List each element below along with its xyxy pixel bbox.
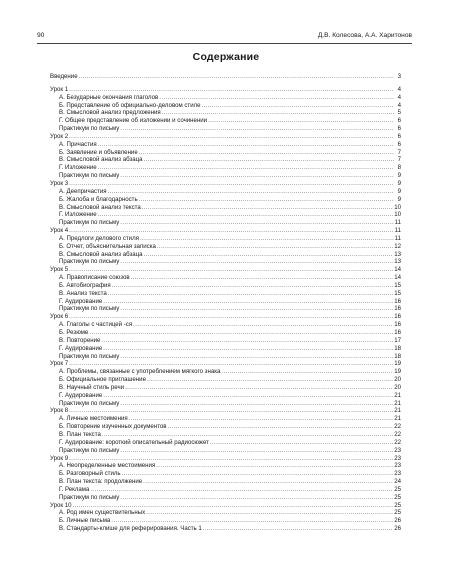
toc-leader-dots (221, 368, 393, 376)
toc-entry-title: В. План текста (59, 430, 101, 438)
toc-leader-dots (144, 156, 394, 164)
toc-entry-title: Урок 5 (50, 266, 69, 274)
toc-entry-page: 3 (397, 73, 401, 80)
toc-entry-title: Б. Заявление и объявление (59, 148, 138, 156)
toc-entry-page: 16 (394, 297, 401, 305)
toc-subentry (50, 94, 401, 102)
toc-leader-dots (203, 525, 393, 533)
toc-lesson-entry (50, 227, 401, 235)
toc-entry-page: 18 (394, 352, 401, 360)
toc-leader-dots (120, 305, 393, 313)
toc-subentry (50, 353, 401, 361)
toc-subentry (50, 235, 401, 243)
toc-entry-title: Практикум по письму (59, 399, 120, 407)
toc-subentry (50, 164, 401, 172)
toc-entry-page: 11 (394, 227, 401, 235)
toc-entry-page: 26 (394, 525, 401, 533)
toc-leader-dots (120, 400, 393, 408)
toc-entry-page: 19 (394, 368, 401, 376)
toc-entry-page: 21 (394, 415, 401, 423)
toc-leader-dots (108, 188, 394, 196)
toc-entry-title: А. Безударные окончания глаголов (59, 93, 159, 101)
toc-subentry (50, 290, 401, 298)
toc-subentry (50, 188, 401, 196)
toc-entry-title: Практикум по письму (59, 125, 120, 133)
toc-leader-dots (202, 102, 394, 110)
toc-entry-title: А. Проблемы, связанные с употреблением мягкого знака (59, 368, 221, 376)
toc-entry-page: 7 (397, 156, 401, 164)
toc-subentry (50, 384, 401, 392)
toc-subentry (50, 392, 401, 400)
toc-leader-dots (69, 407, 393, 415)
toc-entry-page: 14 (394, 266, 401, 274)
toc-entry-title: Г. Реклама (59, 485, 90, 493)
toc-subentry (50, 298, 401, 306)
toc-entry-page: 25 (394, 485, 401, 493)
toc-entry-title: А. Деепричастия (59, 187, 107, 195)
toc-entry-title: В. Смысловой анализ абзаца (59, 250, 143, 258)
toc-subentry (50, 243, 401, 251)
running-header (37, 30, 412, 42)
toc-subentry (50, 431, 401, 439)
toc-lesson-entry (50, 266, 401, 274)
toc-lesson-entry (50, 180, 401, 188)
toc-entry-page: 12 (394, 242, 401, 250)
toc-leader-dots (156, 462, 393, 470)
toc-subentry (50, 517, 401, 525)
toc-entry-title: Г. Аудирование: короткий описательный радиосюжет (59, 438, 209, 446)
toc-entry-page: 11 (394, 219, 401, 227)
toc-leader-dots (168, 423, 394, 431)
toc-entry-title: Введение (50, 73, 78, 80)
toc-entry-page: 6 (397, 125, 401, 133)
toc-entry-title: Б. Разговорный стиль (59, 470, 121, 478)
page-title: Содержание (192, 51, 260, 63)
toc-entry-title: Г. Аудирование (59, 391, 103, 399)
toc-subentry (50, 321, 401, 329)
toc-subentry (50, 149, 401, 157)
toc-subentry (50, 376, 401, 384)
toc-subentry (50, 274, 401, 282)
toc-leader-dots (69, 227, 394, 235)
toc-entry-page: 20 (394, 376, 401, 384)
toc-entry-page: 23 (394, 454, 401, 462)
toc-leader-dots (208, 117, 394, 125)
toc-leader-dots (120, 125, 394, 133)
toc-entry-page: 17 (394, 336, 401, 344)
toc-entry-title: В. Смысловой анализ предложения (59, 109, 161, 117)
toc-lesson-entry (50, 73, 401, 81)
toc-lesson-entry (50, 360, 401, 368)
toc-subentry (50, 219, 401, 227)
toc-entry-title: Практикум по письму (59, 172, 120, 180)
toc-entry-title: В. Стандарты-клише для реферирования. Часть 1 (59, 525, 202, 533)
toc-entry-title: В. Смысловой анализ абзаца (59, 156, 143, 164)
toc-leader-dots (79, 73, 394, 81)
toc-leader-dots (120, 494, 393, 502)
toc-subentry (50, 400, 401, 408)
toc-entry-page: 22 (394, 438, 401, 446)
toc-entry-page: 4 (397, 101, 401, 109)
toc-entry-page: 13 (394, 250, 401, 258)
toc-subentry (50, 462, 401, 470)
toc-entry-title: Урок 8 (50, 407, 69, 415)
toc-leader-dots (120, 172, 394, 180)
toc-leader-dots (69, 313, 393, 321)
toc-entry-title: Г. Изложение (59, 164, 97, 172)
toc-entry-page: 6 (397, 117, 401, 125)
toc-subentry (50, 337, 401, 345)
toc-entry-page: 23 (394, 470, 401, 478)
toc-subentry (50, 258, 401, 266)
toc-entry-title: В. Смысловой анализ текста (59, 203, 141, 211)
toc-subentry (50, 415, 401, 423)
toc-leader-dots (112, 282, 394, 290)
toc-leader-dots (147, 376, 393, 384)
toc-entry-page: 11 (394, 234, 401, 242)
toc-subentry (50, 125, 401, 133)
toc-leader-dots (142, 204, 393, 212)
toc-entry-title: Г. Аудирование (59, 297, 103, 305)
toc-entry-title: Б. Резюме (59, 329, 89, 336)
toc-entry-page: 8 (397, 164, 401, 172)
toc-subentry (50, 439, 401, 447)
toc-entry-title: Б. Представление об официально-деловом стиле (59, 101, 201, 109)
toc-leader-dots (73, 502, 394, 510)
toc-leader-dots (102, 431, 393, 439)
toc-leader-dots (144, 251, 394, 259)
toc-entry-title: Практикум по письму (59, 305, 120, 313)
toc-entry-page: 9 (397, 172, 401, 180)
toc-leader-dots (120, 353, 393, 361)
toc-leader-dots (69, 360, 393, 368)
toc-leader-dots (103, 392, 393, 400)
toc-leader-dots (69, 86, 394, 94)
toc-entry-page: 21 (394, 407, 401, 415)
toc-leader-dots (122, 470, 394, 478)
toc-leader-dots (120, 447, 393, 455)
toc-leader-dots (101, 337, 393, 345)
toc-lesson-entry (50, 407, 401, 415)
toc-subentry (50, 486, 401, 494)
toc-subentry (50, 478, 401, 486)
toc-entry-title: Б. Жалоба и благодарность (59, 195, 138, 203)
toc-entry-page: 26 (394, 517, 401, 525)
toc-subentry (50, 172, 401, 180)
toc-lesson-entry (50, 133, 401, 141)
toc-entry-title: В. План текста: продолжение (59, 478, 143, 486)
toc-entry-page: 18 (394, 344, 401, 352)
running-header-authors: Д.В. Колесова, А.А. Харитонов (317, 32, 412, 39)
toc-entry-title: А. Неопределенные местоимения (59, 462, 156, 470)
toc-leader-dots (103, 298, 393, 306)
toc-leader-dots (120, 219, 393, 227)
toc-subentry (50, 329, 401, 337)
toc-subentry (50, 211, 401, 219)
toc-subentry (50, 141, 401, 149)
toc-entry-page: 25 (394, 509, 401, 517)
toc-subentry (50, 117, 401, 125)
toc-entry-page: 13 (394, 258, 401, 266)
toc-entry-title: А. Причастия (59, 140, 97, 148)
toc-subentry (50, 282, 401, 290)
toc-entry-page: 14 (394, 274, 401, 282)
toc-entry-page: 23 (394, 462, 401, 470)
toc-entry-title: Урок 10 (50, 501, 72, 509)
toc-entry-page: 24 (394, 478, 401, 486)
toc-leader-dots (143, 478, 393, 486)
toc-entry-page: 5 (397, 109, 401, 117)
toc-subentry (50, 423, 401, 431)
toc-subentry (50, 509, 401, 517)
toc-entry-page: 6 (397, 132, 401, 140)
header-rule (37, 43, 412, 44)
toc-entry-title: Урок 4 (50, 227, 69, 235)
toc-subentry (50, 470, 401, 478)
toc-entry-page: 9 (397, 195, 401, 203)
toc-leader-dots (139, 196, 394, 204)
toc-entry-page: 19 (394, 360, 401, 368)
toc-entry-title: Урок 6 (50, 313, 69, 321)
toc-entry-page: 10 (394, 211, 401, 219)
toc-entry-page: 16 (394, 321, 401, 329)
toc-entry-title: Урок 1 (50, 85, 69, 93)
toc-leader-dots (98, 141, 394, 149)
toc-entry-title: Урок 9 (50, 454, 69, 462)
toc-entry-page: 25 (394, 501, 401, 509)
toc-entry-title: Практикум по письму (59, 352, 120, 360)
toc-subentry (50, 196, 401, 204)
toc-subentry (50, 251, 401, 259)
toc-leader-dots (108, 290, 393, 298)
toc-entry-page: 23 (394, 446, 401, 454)
toc-subentry (50, 447, 401, 455)
toc-leader-dots (129, 415, 394, 423)
toc-entry-page: 22 (394, 423, 401, 431)
toc-entry-title: Г. Аудирование (59, 344, 103, 352)
toc-entry-title: А. Предлоги делового стиля (59, 234, 139, 242)
toc-leader-dots (98, 211, 394, 219)
toc-entry-page: 4 (397, 85, 401, 93)
toc-entry-title: Б. Официальное приглашение (59, 376, 146, 384)
toc-entry-title: Б. Отчет, объяснительная записка (59, 242, 156, 250)
toc-lesson-entry (50, 455, 401, 463)
toc-entry-page: 9 (397, 179, 401, 187)
toc-leader-dots (131, 274, 394, 282)
toc-leader-dots (69, 133, 394, 141)
toc-entry-title: Практикум по письму (59, 446, 120, 454)
toc-entry-title: Г. Изложение (59, 211, 97, 219)
toc-leader-dots (146, 509, 393, 517)
toc-entry-title: Практикум по письму (59, 219, 120, 227)
toc-entry-page: 16 (394, 329, 401, 336)
toc-leader-dots (120, 258, 393, 266)
toc-subentry (50, 102, 401, 110)
toc-entry-title: А. Личные местоимения (59, 415, 128, 423)
toc-leader-dots (133, 321, 393, 329)
toc-leader-dots (162, 109, 394, 117)
toc-entry-title: А. Род имен существительных (59, 509, 146, 517)
toc-entry-title: Б. Личные письма (59, 517, 111, 525)
toc-entry-title: Г. Общее представление об изложении и сочинении (59, 117, 208, 125)
toc-leader-dots (69, 180, 394, 188)
toc-entry-title: Практикум по письму (59, 493, 120, 501)
toc-leader-dots (159, 94, 394, 102)
toc-entry-page: 15 (394, 289, 401, 297)
toc-entry-title: Б. Автобиография (59, 281, 111, 289)
toc-entry-title: А. Правописание союзов (59, 274, 130, 282)
toc-entry-page: 6 (397, 140, 401, 148)
toc-subentry (50, 494, 401, 502)
page-number: 90 (37, 32, 45, 39)
toc-entry-title: Б. Повторение изученных документов (59, 423, 167, 431)
toc-entry-page: 21 (394, 399, 401, 407)
toc-entry-page: 4 (397, 93, 401, 101)
toc-leader-dots (139, 149, 394, 157)
toc-entry-title: Урок 7 (50, 360, 69, 368)
toc-entry-page: 7 (397, 148, 401, 156)
toc-subentry (50, 525, 401, 533)
toc-subentry (50, 156, 401, 164)
toc-lesson-entry (50, 313, 401, 321)
toc-entry-page: 10 (394, 203, 401, 211)
toc-leader-dots (157, 243, 393, 251)
toc-leader-dots (89, 329, 393, 337)
toc-entry-title: Урок 3 (50, 179, 69, 187)
toc-subentry (50, 305, 401, 313)
toc-leader-dots (125, 384, 393, 392)
toc-entry-title: В. Анализ текста (59, 289, 107, 297)
toc-entry-title: В. Повторение (59, 336, 101, 344)
toc-entry-page: 15 (394, 281, 401, 289)
toc-subentry (50, 204, 401, 212)
table-of-contents (50, 73, 401, 533)
toc-entry-page: 16 (394, 313, 401, 321)
toc-entry-page: 20 (394, 383, 401, 391)
toc-lesson-entry (50, 502, 401, 510)
toc-leader-dots (90, 486, 393, 494)
toc-leader-dots (98, 164, 394, 172)
toc-leader-dots (69, 455, 393, 463)
toc-leader-dots (111, 517, 393, 525)
toc-entry-title: Практикум по письму (59, 258, 120, 266)
toc-entry-title: А. Глаголы с частицей -ся (59, 321, 133, 329)
toc-subentry (50, 345, 401, 353)
toc-entry-page: 16 (394, 305, 401, 313)
toc-subentry (50, 109, 401, 117)
toc-entry-page: 25 (394, 493, 401, 501)
toc-leader-dots (140, 235, 394, 243)
toc-leader-dots (103, 345, 393, 353)
toc-lesson-entry (50, 86, 401, 94)
toc-entry-page: 21 (394, 391, 401, 399)
toc-leader-dots (69, 266, 393, 274)
toc-entry-page: 9 (397, 187, 401, 195)
toc-leader-dots (210, 439, 393, 447)
toc-subentry (50, 368, 401, 376)
toc-entry-page: 22 (394, 430, 401, 438)
toc-entry-title: В. Научный стиль речи (59, 383, 125, 391)
toc-entry-title: Урок 2 (50, 132, 69, 140)
